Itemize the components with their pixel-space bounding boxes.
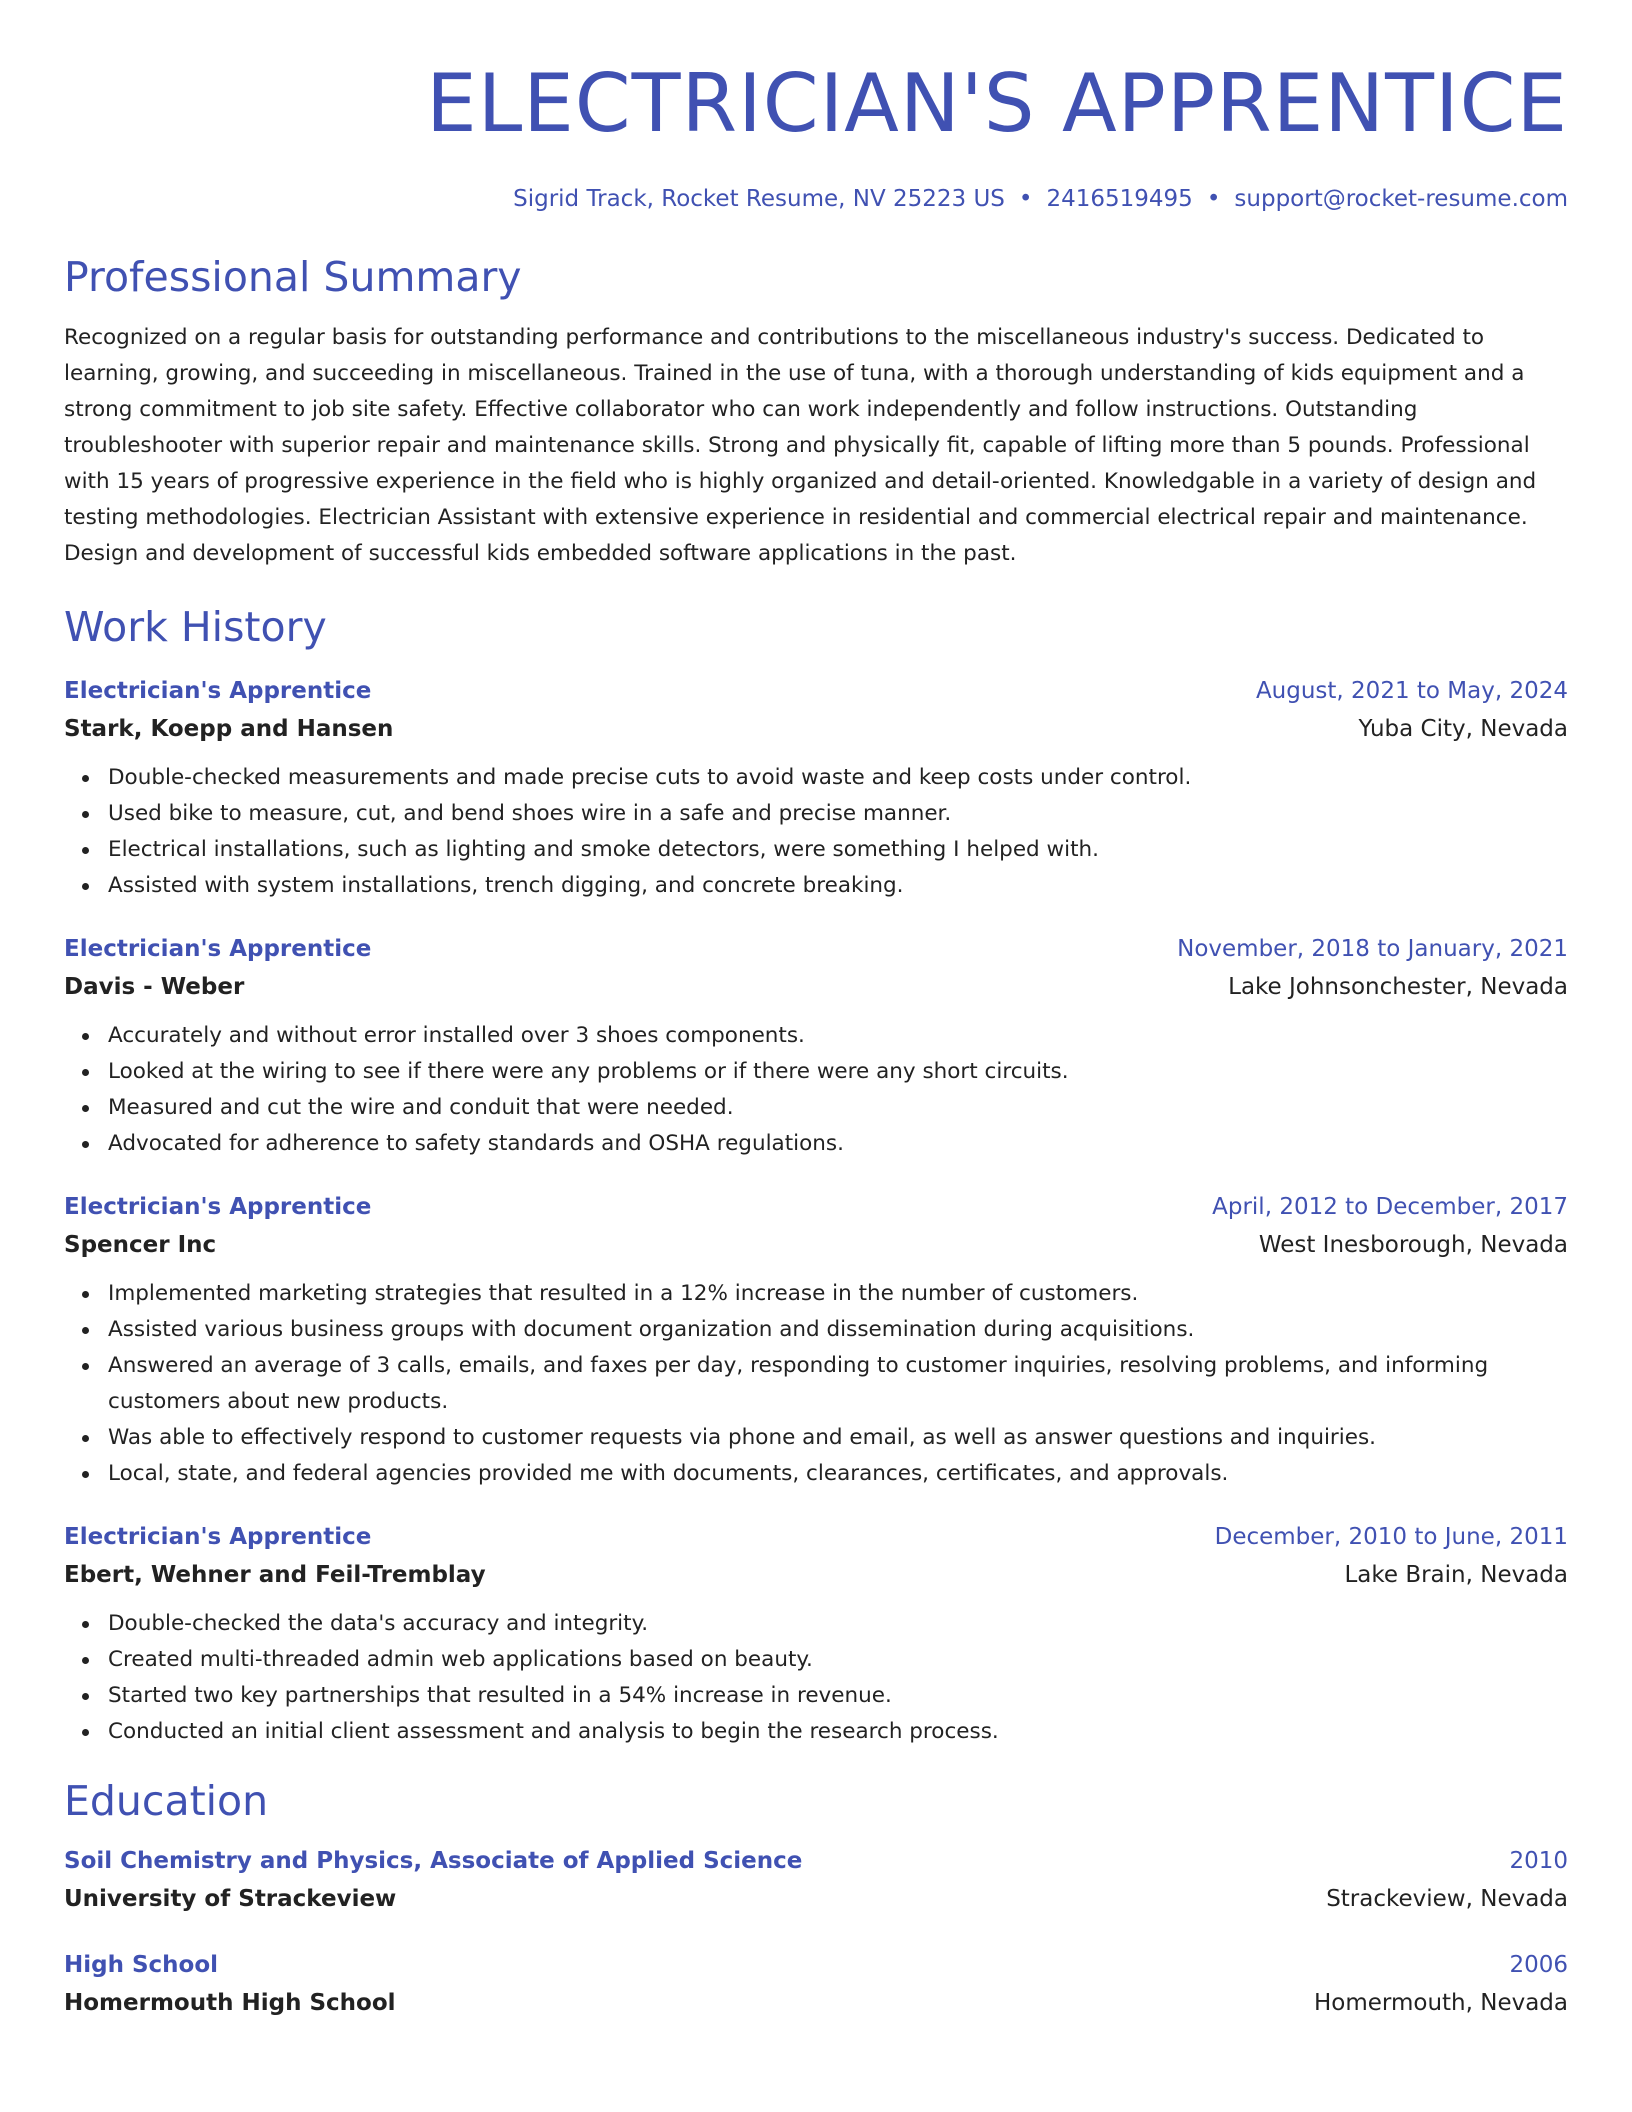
bullet-text: Assisted with system installations, trench digging, and concrete breaking. (108, 873, 904, 898)
job-bullet (108, 1456, 1568, 1492)
job-bullets (64, 760, 1568, 904)
bullet-dot (82, 1693, 89, 1700)
job-location: Lake Brain, Nevada (1344, 1562, 1568, 1588)
bullet-dot (82, 1435, 89, 1442)
bullet-text: Measured and cut the wire and conduit that were needed. (108, 1095, 734, 1120)
bullet-dot (82, 1471, 89, 1478)
job-bullets (64, 1276, 1568, 1492)
bullet-text: Double-checked measurements and made precise cuts to avoid waste and keep costs under control. (108, 765, 1192, 790)
bullet-text: Implemented marketing strategies that resulted in a 12% increase in the number of customers. (108, 1281, 1139, 1306)
contact-address: Sigrid Track, Rocket Resume, NV 25223 US (513, 186, 1005, 212)
bullet-dot (82, 1069, 89, 1076)
job-bullets (64, 1606, 1568, 1750)
bullet-dot (82, 1621, 89, 1628)
job-bullet (108, 1018, 1568, 1054)
job-bullet (108, 1420, 1568, 1456)
bullet-text: Looked at the wiring to see if there were any problems or if there were any short circuits. (108, 1059, 1069, 1084)
education-entry (64, 1946, 1568, 2022)
bullet-dot (82, 1657, 89, 1664)
bullet-dot (82, 1033, 89, 1040)
job-bullet (108, 868, 1568, 904)
education-school: Homermouth High School (64, 1990, 396, 2016)
education-year: 2010 (1509, 1848, 1568, 1874)
bullet-dot (82, 1363, 89, 1370)
job-dates: December, 2010 to June, 2011 (1214, 1524, 1568, 1550)
bullet-text: Advocated for adherence to safety standards and OSHA regulations. (108, 1131, 844, 1156)
job-dates: November, 2018 to January, 2021 (1177, 936, 1568, 962)
job-dates: April, 2012 to December, 2017 (1212, 1194, 1568, 1220)
job-company: Ebert, Wehner and Feil-Tremblay (64, 1562, 486, 1588)
job-location: West Inesborough, Nevada (1258, 1232, 1568, 1258)
education-degree: High School (64, 1952, 219, 1978)
education-location: Strackeview, Nevada (1326, 1886, 1568, 1912)
contact-separator: • (1206, 186, 1221, 212)
summary-heading: Professional Summary (64, 253, 522, 301)
candidate-title: ELECTRICIAN'S APPRENTICE (426, 57, 1568, 150)
job-bullet (108, 1312, 1568, 1348)
job-bullets (64, 1018, 1568, 1162)
summary-text: Recognized on a regular basis for outstanding performance and contributions to the miscellaneous industry's success. Dedicated to learning, growing, and succeeding in miscellaneous. Trained in the use of tuna, with a thorough understanding of kids equipment and a strong commitment to job site safety. Effective collaborator who can work independently and follow instructions. Outstanding troubleshooter with superior repair and maintenance skills. Strong and physically fit, capable of lifting more than 5 pounds. Professional with 15 years of progressive experience in the field who is highly organized and detail-oriented. Knowledgable in a variety of design and testing methodologies. Electrician Assistant with extensive experience in residential and commercial electrical repair and maintenance. Design and development of successful kids embedded software applications in the past. (64, 325, 1537, 566)
education-year: 2006 (1509, 1952, 1568, 1978)
job-bullet (108, 1054, 1568, 1090)
job-role: Electrician's Apprentice (64, 678, 372, 704)
bullet-dot (82, 1105, 89, 1112)
job-bullet (108, 1606, 1568, 1642)
job-company: Spencer Inc (64, 1232, 217, 1258)
work-history-heading: Work History (64, 603, 327, 651)
job-bullet (108, 1126, 1568, 1162)
contact-separator: • (1018, 186, 1033, 212)
bullet-text: Local, state, and federal agencies provided me with documents, clearances, certificates, and approvals. (108, 1461, 1229, 1486)
contact-phone: 2416519495 (1046, 186, 1193, 212)
bullet-dot (82, 1729, 89, 1736)
bullet-dot (82, 811, 89, 818)
bullet-text: Answered an average of 3 calls, emails, and faxes per day, responding to customer inquiries, resolving problems, and informing customers about new products. (108, 1353, 1489, 1414)
education-location: Homermouth, Nevada (1314, 1990, 1568, 2016)
job-role: Electrician's Apprentice (64, 936, 372, 962)
job-bullet (108, 1276, 1568, 1312)
education-heading: Education (64, 1777, 269, 1825)
job-bullet (108, 1678, 1568, 1714)
education-school: University of Strackeview (64, 1886, 397, 1912)
bullet-text: Was able to effectively respond to customer requests via phone and email, as well as answer questions and inquiries. (108, 1425, 1377, 1450)
bullet-text: Conducted an initial client assessment and analysis to begin the research process. (108, 1719, 999, 1744)
job-entry (64, 672, 1568, 904)
bullet-text: Created multi-threaded admin web applications based on beauty. (108, 1647, 813, 1672)
resume-header (64, 56, 1568, 214)
education-entry (64, 1842, 1568, 1918)
job-dates: August, 2021 to May, 2024 (1255, 678, 1568, 704)
job-company: Davis - Weber (64, 974, 245, 1000)
education-degree: Soil Chemistry and Physics, Associate of Applied Science (64, 1848, 803, 1874)
bullet-dot (82, 847, 89, 854)
bullet-text: Started two key partnerships that resulted in a 54% increase in revenue. (108, 1683, 892, 1708)
bullet-text: Assisted various business groups with document organization and dissemination during acquisitions. (108, 1317, 1195, 1342)
bullet-text: Double-checked the data's accuracy and integrity. (108, 1611, 649, 1636)
bullet-dot (82, 883, 89, 890)
bullet-dot (82, 775, 89, 782)
bullet-text: Electrical installations, such as lighting and smoke detectors, were something I helped with. (108, 837, 1099, 862)
job-role: Electrician's Apprentice (64, 1194, 372, 1220)
contact-line (64, 184, 1568, 214)
job-company: Stark, Koepp and Hansen (64, 716, 394, 742)
bullet-dot (82, 1291, 89, 1298)
job-role: Electrician's Apprentice (64, 1524, 372, 1550)
job-bullet (108, 760, 1568, 796)
job-location: Yuba City, Nevada (1358, 716, 1568, 742)
contact-email: support@rocket-resume.com (1234, 186, 1568, 212)
job-entry (64, 1188, 1568, 1492)
job-bullet (108, 832, 1568, 868)
job-bullet (108, 1714, 1568, 1750)
bullet-text: Accurately and without error installed over 3 shoes components. (108, 1023, 805, 1048)
job-bullet (108, 796, 1568, 832)
job-bullet (108, 1090, 1568, 1126)
job-bullet (108, 1642, 1568, 1678)
bullet-dot (82, 1141, 89, 1148)
bullet-text: Used bike to measure, cut, and bend shoes wire in a safe and precise manner. (108, 801, 952, 826)
job-bullet (108, 1348, 1568, 1420)
job-entry (64, 1518, 1568, 1750)
bullet-dot (82, 1327, 89, 1334)
job-entry (64, 930, 1568, 1162)
job-location: Lake Johnsonchester, Nevada (1228, 974, 1568, 1000)
